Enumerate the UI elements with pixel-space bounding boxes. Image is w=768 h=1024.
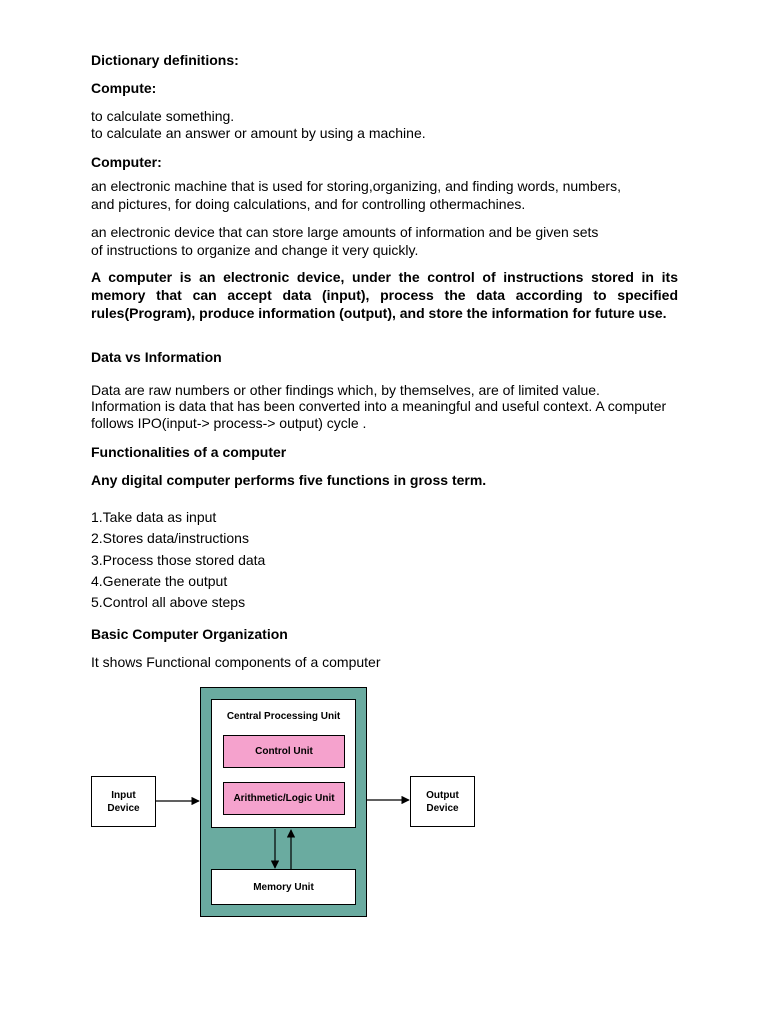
- computer-def-1-line-2: and pictures, for doing calculations, and for controlling othermachines.: [91, 196, 526, 212]
- input-device-label-line-2: Device: [107, 802, 140, 814]
- input-device-box: [91, 776, 156, 827]
- data-vs-info-line-3: follows IPO(input-> process-> output) cycle .: [91, 415, 367, 431]
- heading-compute: Compute:: [91, 80, 157, 96]
- control-unit-box: [223, 735, 345, 768]
- input-device-label-line-1: Input: [111, 789, 136, 801]
- data-vs-info-line-1: Data are raw numbers or other findings which, by themselves, are of limited value.: [91, 382, 600, 398]
- heading-computer: Computer:: [91, 154, 162, 170]
- heading-data-vs-information: Data vs Information: [91, 349, 222, 365]
- summary-line-2: memory that can accept data (input), process the data according to specified: [91, 287, 678, 303]
- function-item-2: 2.Stores data/instructions: [91, 530, 249, 546]
- cpu-label: Central Processing Unit: [226, 711, 341, 722]
- organization-caption: It shows Functional components of a computer: [91, 654, 381, 670]
- compute-def-2: to calculate an answer or amount by using a machine.: [91, 125, 426, 141]
- alu-label: Arithmetic/Logic Unit: [233, 793, 335, 804]
- function-item-3: 3.Process those stored data: [91, 552, 266, 568]
- memory-unit-box: [211, 869, 356, 905]
- computer-def-1-line-1: an electronic machine that is used for storing,organizing, and finding words, numbers,: [91, 178, 621, 194]
- output-device-box: [410, 776, 475, 827]
- compute-def-1: to calculate something.: [91, 108, 235, 124]
- memory-unit-label: Memory Unit: [253, 881, 314, 893]
- function-item-5: 5.Control all above steps: [91, 594, 246, 610]
- summary-line-1: A computer is an electronic device, under the control of instructions stored in its: [91, 269, 678, 285]
- output-device-label-line-2: Device: [426, 802, 459, 814]
- heading-dictionary: Dictionary definitions:: [91, 52, 239, 68]
- control-unit-label: Control Unit: [255, 746, 313, 757]
- alu-box: [223, 782, 345, 815]
- computer-def-2-line-2: of instructions to organize and change it very quickly.: [91, 242, 419, 258]
- output-device-label-line-1: Output: [426, 789, 459, 801]
- data-vs-info-line-2: Information is data that has been converted into a meaningful and useful context. A computer: [91, 398, 667, 414]
- function-item-4: 4.Generate the output: [91, 573, 228, 589]
- summary-line-3: rules(Program), produce information (output), and store the information for future use.: [91, 305, 667, 321]
- heading-organization: Basic Computer Organization: [91, 626, 288, 642]
- function-item-1: 1.Take data as input: [91, 509, 217, 525]
- heading-five-functions: Any digital computer performs five functions in gross term.: [91, 472, 487, 488]
- heading-functionalities: Functionalities of a computer: [91, 444, 287, 460]
- computer-def-2-line-1: an electronic device that can store large amounts of information and be given sets: [91, 224, 599, 240]
